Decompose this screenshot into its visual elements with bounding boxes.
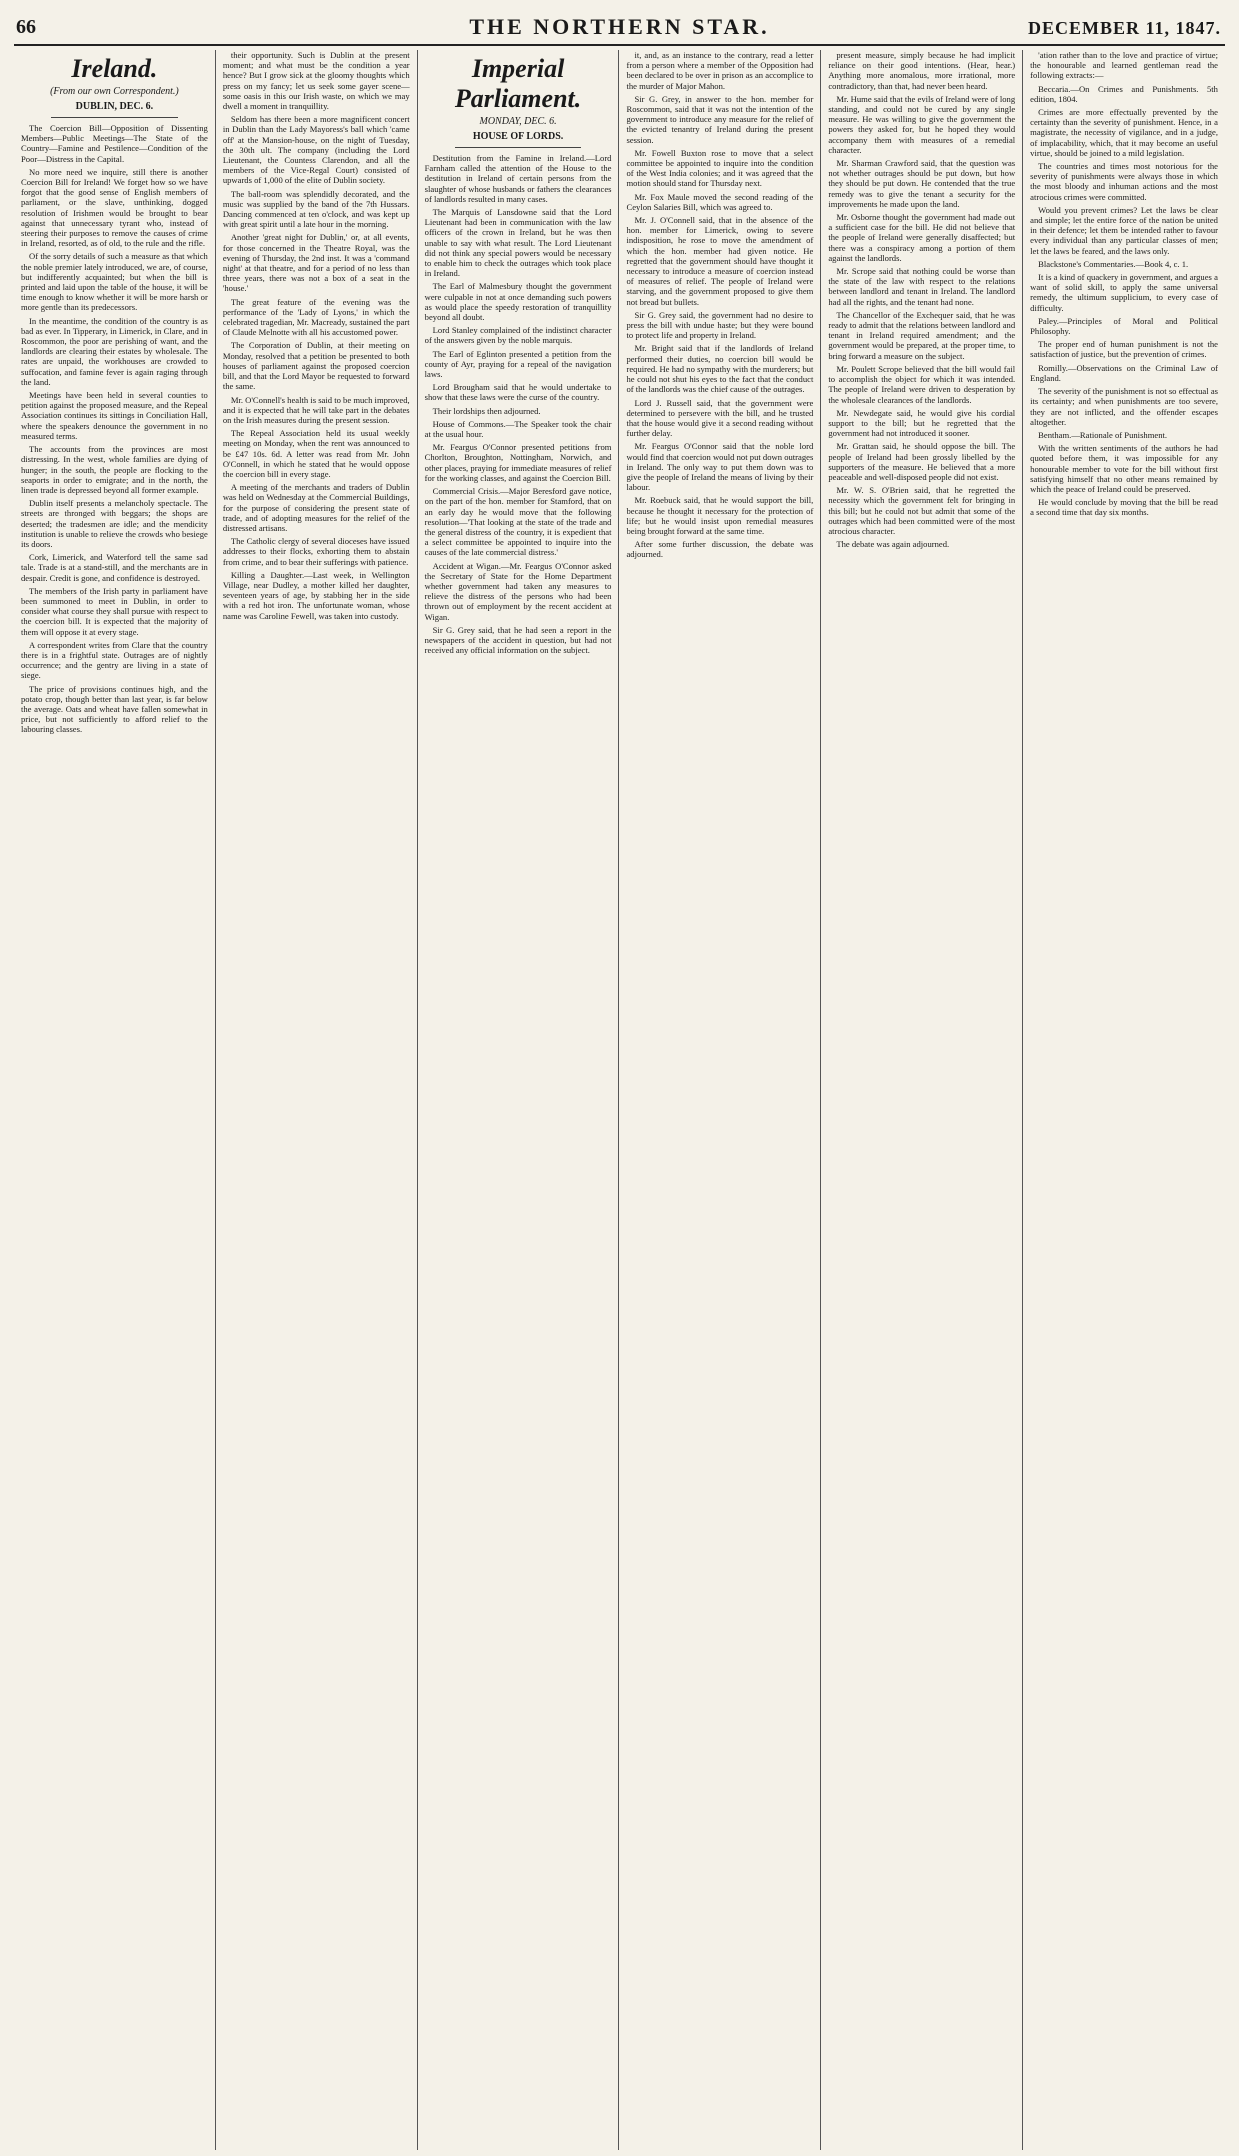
article-paragraph: The Chancellor of the Exchequer said, that he was ready to admit that the relations between landlord and tenant in Ireland required amendment; and the government would be prepared, at the proper time, to bring forward a measure on the subject.: [828, 309, 1016, 361]
subheading: HOUSE OF LORDS.: [472, 131, 564, 142]
article-paragraph: Another 'great night for Dublin,' or, at all events, for those concerned in the Theatre Royal, was the evening of Thursday, the 2nd inst. It was a 'command night' at that theatre, and for a period of no less than three years, there was not a box of a seat in the 'house.': [222, 232, 410, 294]
article-paragraph: The severity of the punishment is not so effectual as its certainty; and when punishments are too severe, they are not inflicted, and the offender escapes altogether.: [1030, 386, 1218, 427]
article-paragraph: 'ation rather than to the love and practice of virtue; the honourable and learned gentleman read the following extracts:—: [1030, 50, 1218, 81]
article-paragraph: Blackstone's Commentaries.—Book 4, c. 1.: [1038, 258, 1189, 269]
columns: [14, 50, 1225, 2150]
article-paragraph: The Earl of Malmesbury thought the government were culpable in not at once demanding such powers as would place the speedy restoration of tranquillity beyond all doubt.: [424, 281, 612, 323]
column-5: [821, 50, 1023, 2150]
newspaper-title: THE NORTHERN STAR.: [469, 14, 770, 39]
article-paragraph: Mr. Newdegate said, he would give his cordial support to the bill; but he regretted that the government had not introduced it sooner.: [828, 407, 1016, 439]
article-paragraph: Mr. Feargus O'Connor presented petitions from Chorlton, Broughton, Nottingham, Norwich, and other places, praying for immediate measures of relief for the working classes, and against the Coercion Bill.: [424, 442, 612, 483]
article-paragraph: Mr. Grattan said, he should oppose the bill. The people of Ireland had been grossly libelled by the supporters of the measure. He believed that a more peaceable and well-disposed people did not exist.: [828, 441, 1016, 482]
article-paragraph: Mr. Bright said that if the landlords of Ireland performed their duties, no coercion bill would be required. He had no sympathy with the murderers; but he could not shut his eyes to the fact that the conduct of the landlords was the chief cause of the outrages.: [626, 343, 814, 395]
divider: [455, 147, 582, 148]
article-paragraph: Mr. O'Connell's health is said to be much improved, and it is expected that he will take part in the debates on the Irish measures during the present session.: [222, 394, 410, 425]
article-paragraph: Destitution from the Famine in Ireland.—Lord Farnham called the attention of the House to the destitution in Ireland of certain persons from the slaughter of whose husbands or fathers the clearances of landlords resulted in many cases.: [424, 153, 612, 204]
article-paragraph: House of Commons.—The Speaker took the chair at the usual hour.: [424, 418, 612, 440]
article-paragraph: The proper end of human punishment is not the satisfaction of justice, but the prevention of crimes.: [1030, 339, 1218, 360]
article-paragraph: Their lordships then adjourned.: [432, 405, 541, 416]
dateline: MONDAY, DEC. 6.: [479, 116, 557, 127]
article-paragraph: Killing a Daughter.—Last week, in Wellington Village, near Dudley, a mother killed her daughter, seventeen years of age, by stabbing her in the side with a red hot iron. The unfortunate woman, whose name was Caroline Fewell, was taken into custody.: [222, 569, 410, 621]
article-paragraph: Paley.—Principles of Moral and Political Philosophy.: [1030, 315, 1218, 337]
article-paragraph: Seldom has there been a more magnificent concert in Dublin than the Lady Mayoress's ball which 'came off' at the Mansion-house, on the night of Tuesday, the 30th ult. The company (including the Lord Lieutenant, the Countess Clarendon, and all the members of the Vice-Regal Court) consisted of upwards of 1,000 of the elite of Dublin society.: [222, 114, 410, 186]
article-paragraph: Cork, Limerick, and Waterford tell the same sad tale. Trade is at a stand-still, and the merchants are in despair. Credit is gone, and confidence is destroyed.: [21, 552, 208, 583]
article-paragraph: Mr. Scrope said that nothing could be worse than the state of the law with respect to the relations between landlord and tenant in Ireland. The landlord had all the rights, and the tenant had none.: [828, 266, 1016, 307]
article-paragraph: Mr. Sharman Crawford said, that the question was not whether outrages should be put down, but how they should be put down. He contended that the true remedy was to give the tenant a security for the improvements he made upon the land.: [828, 158, 1016, 209]
column-2: [216, 50, 418, 2150]
article-paragraph: Commercial Crisis.—Major Beresford gave notice, on the part of the hon. member for Stamford, that on an early day he would move that the following resolution—'That looking at the state of the trade and the general distress of the country, it is expedient that a select committee be appointed to inquire into the causes of the late commercial distress.': [424, 486, 612, 558]
article-paragraph: Beccaria.—On Crimes and Punishments. 5th edition, 1804.: [1030, 83, 1218, 104]
column-3: [418, 50, 620, 2150]
article-paragraph: A meeting of the merchants and traders of Dublin was held on Wednesday at the Commercial Buildings, for the purpose of considering the present state of trade, and of adopting measures for the relief of the distressed artisans.: [222, 482, 410, 533]
article-paragraph: The Coercion Bill—Opposition of Dissenting Members—Public Meetings—The State of the Country—Famine and Pestilence—Condition of the Poor—Distress in the Capital.: [21, 123, 208, 164]
article-paragraph: Mr. Fox Maule moved the second reading of the Ceylon Salaries Bill, which was agreed to.: [626, 191, 814, 212]
article-paragraph: The price of provisions continues high, and the potato crop, though better than last year, is far below the average. Oats and wheat have fallen somewhat in price, but not sufficiently to afford relief to the labouring classes.: [21, 683, 208, 735]
article-paragraph: The Corporation of Dublin, at their meeting on Monday, resolved that a petition be presented to both houses of parliament against the proposed coercion bill, and that the Lord Mayor be requested to forward the same.: [222, 340, 410, 392]
article-paragraph: The debate was again adjourned.: [836, 539, 950, 550]
article-paragraph: The members of the Irish party in parliament have been summoned to meet in Dublin, in order to consider what course they shall pursue with respect to the coercion bill. It is expected that the majority of them will oppose it at every stage.: [21, 585, 208, 637]
article-paragraph: Would you prevent crimes? Let the laws be clear and simple; let the entire force of the nation be united in their defence; let them be intended rather to favour every individual than any particular classes of men; let the laws be feared, and the laws only.: [1030, 204, 1218, 256]
column-6: [1023, 50, 1225, 2150]
article-paragraph: It is a kind of quackery in government, and argues a want of solid skill, to apply the same universal remedy, the ultimum supplicium, to every case of difficulty.: [1030, 272, 1218, 313]
article-paragraph: Meetings have been held in several counties to petition against the proposed measure, and the Repeal Association continues its sittings in Conciliation Hall, where the speakers denounce the government in no measured terms.: [21, 390, 208, 441]
article-paragraph: Lord Brougham said that he would undertake to show that these laws were the curse of the country.: [424, 382, 612, 403]
article-paragraph: Sir G. Grey, in answer to the hon. member for Roscommon, said that it was not the intention of the government to introduce any measure for the relief of the evicted tenantry of Ireland during the present session.: [626, 93, 814, 145]
subheading: DUBLIN, DEC. 6.: [75, 101, 154, 112]
divider: [51, 117, 178, 118]
article-paragraph: The Marquis of Lansdowne said that the Lord Lieutenant had been in communication with the law officers of the crown in Ireland, but he was then unable to say with what result. The Lord Lieutenant did not think any special powers would be necessary to enable him to check the outrages which took place in Ireland.: [424, 207, 612, 279]
article-paragraph: No more need we inquire, still there is another Coercion Bill for Ireland! We forget how so we have forgot that the good sense of English members of parliament, or the slave, unthinking, dogged resolution of Irishmen would be brought to bear against that unnecessary tyrant who, instead of steering their purposes to remove the causes of crime in Ireland, resorted, as of old, to the rule and the rifle.: [21, 166, 208, 249]
article-paragraph: present measure, simply because he had implicit reliance on their good intentions. (Hear, hear.) Anything more anomalous, more irrational, more contradictory, than that, had never been heard.: [828, 50, 1016, 91]
page-number: 66: [16, 16, 36, 38]
article-paragraph: Romilly.—Observations on the Criminal Law of England.: [1030, 362, 1218, 383]
issue-date: DECEMBER 11, 1847.: [1027, 18, 1221, 38]
article-paragraph: With the written sentiments of the authors he had quoted before them, it was impossible for any honourable member to vote for the bill without first satisfying himself that no other means remained by which the peace of Ireland could be preserved.: [1030, 443, 1218, 494]
article-paragraph: The ball-room was splendidly decorated, and the music was supplied by the band of the 7th Hussars. Dancing commenced at ten o'clock, and was kept up with great spirit until a late hour in the morning.: [222, 188, 410, 230]
article-paragraph: The great feature of the evening was the performance of the 'Lady of Lyons,' in which the celebrated tragedian, Mr. Macready, sustained the part of Claude Melnotte with all his accustomed power.: [222, 296, 410, 338]
article-paragraph: After some further discussion, the debate was adjourned.: [626, 539, 814, 560]
article-paragraph: Mr. Poulett Scrope believed that the bill would fail to accomplish the object for which it was intended. The people of Ireland were driven to desperation by the wholesale clearances of the landlords.: [828, 363, 1016, 405]
article-paragraph: Mr. J. O'Connell said, that in the absence of the hon. member for Limerick, owing to severe indisposition, he rose to move the amendment of which the hon. member had given notice. He regretted that the government should have thought it necessary to introduce a measure of coercion instead of measures of relief. The people of Ireland were starving, and the government proposed to give them not bread but bullets.: [626, 215, 814, 307]
article-paragraph: Dublin itself presents a melancholy spectacle. The streets are thronged with beggars; the shops are deserted; the tradesmen are idle; and the mendicity institution is unable to relieve the crowds who besiege its doors.: [21, 498, 208, 549]
column-4: [619, 50, 821, 2150]
dateline: (From our own Correspondent.): [50, 86, 179, 97]
section-heading: Imperial Parliament.: [454, 54, 582, 113]
article-paragraph: their opportunity. Such is Dublin at the present moment; and what must be the condition a year hence? But I grow sick at the gloomy thoughts which press on my fancy; let us seek some gayer scene—some oasis in this our Irish waste, on which we may dwell a moment in tranquillity.: [222, 50, 410, 112]
article-paragraph: Mr. Osborne thought the government had made out a sufficient case for the bill. He did not believe that the people of Ireland were generally disaffected; but there was a conspiracy among a portion of them against the landlords.: [828, 212, 1016, 263]
article-paragraph: Sir G. Grey said, that he had seen a report in the newspapers of the accident in question, but had not received any official information on the subject.: [424, 624, 612, 656]
article-paragraph: The countries and times most notorious for the severity of punishments were always those in which the most bloody and inhuman actions and the most atrocious crimes were committed.: [1030, 161, 1218, 202]
article-paragraph: Lord J. Russell said, that the government were determined to persevere with the bill, and he trusted that the house would give it a second reading without further delay.: [626, 397, 814, 439]
article-paragraph: The Catholic clergy of several dioceses have issued addresses to their flocks, exhorting them to abstain from crime, and to bear their sufferings with patience.: [222, 536, 410, 567]
article-paragraph: He would conclude by moving that the bill be read a second time that day six months.: [1030, 497, 1218, 518]
article-paragraph: The Repeal Association held its usual weekly meeting on Monday, when the rent was announced to be £47 10s. 6d. A letter was read from Mr. John O'Connell, in which he stated that he would oppose the coercion bill in every stage.: [222, 428, 410, 479]
article-paragraph: A correspondent writes from Clare that the country there is in a frightful state. Outrages are of nightly occurrence; and the gentry are living in a state of siege.: [21, 639, 208, 681]
article-paragraph: Mr. Roebuck said, that he would support the bill, because he thought it necessary for the protection of life; but he would insist upon remedial measures being brought forward at the same time.: [626, 495, 814, 536]
article-paragraph: The accounts from the provinces are most distressing. In the west, whole families are dying of hunger; in the south, the people are flocking to the seaports in order to emigrate; and in the north, the linen trade is depressed beyond all former example.: [21, 444, 208, 495]
column-1: [14, 50, 216, 2150]
article-paragraph: The Earl of Eglinton presented a petition from the county of Ayr, praying for a repeal of the navigation laws.: [424, 348, 612, 380]
article-paragraph: Accident at Wigan.—Mr. Feargus O'Connor asked the Secretary of State for the Home Department whether government had taken any measures to relieve the distress of the persons who had been thrown out of employment by the recent accident at Wigan.: [424, 560, 612, 622]
article-paragraph: Mr. Hume said that the evils of Ireland were of long standing, and could not be cured by any single measure. He was willing to give the government the powers they asked for, but he hoped they would accompany them with measures of a remedial character.: [828, 93, 1016, 155]
masthead: [14, 14, 1225, 46]
article-paragraph: Crimes are more effectually prevented by the certainty than the severity of punishment. Hence, in a magistrate, the necessity of vigilance, and in a judge, of implacability, which, that it may become an useful virtue, should be joined to a mild legislation.: [1030, 107, 1218, 158]
article-paragraph: Mr. Fowell Buxton rose to move that a select committee be appointed to inquire into the condition of the West India colonies; and it was agreed that the motion should stand for Thursday next.: [626, 147, 814, 189]
article-paragraph: Bentham.—Rationale of Punishment.: [1038, 429, 1168, 440]
article-paragraph: Mr. W. S. O'Brien said, that he regretted the necessity which the government felt for bringing in this bill; but he could not but admit that some of the outrages which had been committed were of the most atrocious character.: [828, 485, 1016, 536]
article-paragraph: Lord Stanley complained of the indistinct character of the answers given by the noble marquis.: [424, 325, 612, 346]
article-paragraph: In the meantime, the condition of the country is as bad as ever. In Tipperary, in Limerick, in Clare, and in Roscommon, the poor are perishing of want, and the landlords are clearing their estates by wholesale. The rates are unpaid, the workhouses are crowded to suffocation, and famine fever is again raging through the land.: [21, 315, 208, 387]
article-paragraph: Sir G. Grey said, the government had no desire to press the bill with undue haste; but they were bound to protect life and property in Ireland.: [626, 309, 814, 341]
article-paragraph: it, and, as an instance to the contrary, read a letter from a person where a member of the Opposition had been declared to be over in prison as an accomplice to the murder of Major Mahon.: [626, 50, 814, 91]
section-heading: Ireland.: [71, 54, 158, 83]
article-paragraph: Of the sorry details of such a measure as that which the noble premier lately introduced, we are, of course, but indifferently acquainted; but when the bill is printed and laid upon the table of the house, it will be time enough to know whether it will be more harsh or more gentle than its predecessors.: [21, 251, 208, 313]
article-paragraph: Mr. Feargus O'Connor said that the noble lord would find that coercion would not put down outrages in Ireland. The only way to put them down was to give the people of Ireland the means of living by their labour.: [626, 441, 814, 493]
